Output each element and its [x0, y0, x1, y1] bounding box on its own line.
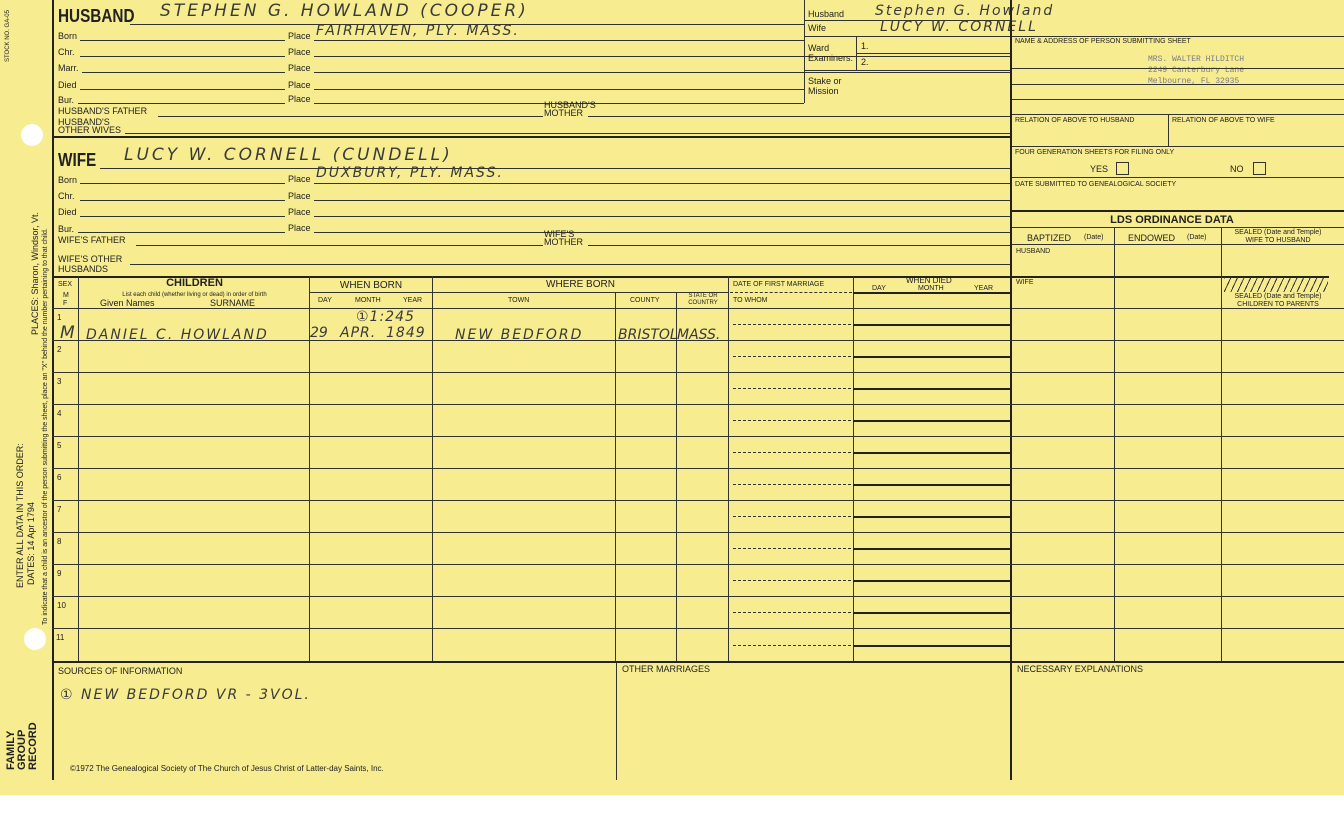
husband-chr-line — [80, 56, 285, 57]
lds-baptized-date: (Date) — [1084, 234, 1104, 241]
header-wife-value: LUCY W. CORNELL — [880, 19, 1038, 35]
lds-col-2 — [1221, 227, 1222, 663]
when-died-header: WHEN DIED — [906, 276, 952, 285]
husband-name: STEPHEN G. HOWLAND (COOPER) — [160, 1, 529, 21]
binder-hole-bottom — [24, 628, 46, 650]
wife-chr-place-label: Place — [288, 191, 311, 201]
header-husband-label: Husband — [808, 9, 845, 19]
died-line-1 — [853, 324, 1010, 326]
husband-died-line — [80, 89, 285, 90]
died-header-line — [853, 292, 1010, 294]
lds-header-bottom — [1012, 244, 1344, 245]
lds-title-bottom — [1012, 227, 1344, 228]
ancestor-instruction: To indicate that a child is an ancestor of the person submitting the sheet, place an "X" behind the number pertaining to that child. — [42, 228, 49, 625]
wife-bur-label: Bur. — [58, 224, 75, 234]
died-tick-1 — [853, 309, 854, 325]
sources-value: ① NEW BEDFORD VR - 3VOL. — [60, 687, 311, 703]
order-instruction: ENTER ALL DATA IN THIS ORDER: — [15, 443, 25, 588]
submitter-stamp-line3: Melbourne, FL 32935 — [1148, 77, 1240, 86]
lds-sealed-children: SEALED (Date and Temple) CHILDREN TO PARENTS — [1234, 293, 1322, 308]
born-day-header: DAY — [318, 297, 332, 304]
lds-wife-row: WIFE — [1016, 279, 1034, 286]
wife-born-place: DUXBURY, PLY. MASS. — [316, 165, 504, 181]
lds-title: LDS ORDINANCE DATA — [1110, 214, 1234, 226]
husband-marr-label: Marr. — [58, 63, 79, 73]
row-line-2 — [52, 372, 1344, 373]
child-1-state: MASS. — [677, 327, 721, 343]
children-header: CHILDREN — [166, 277, 223, 289]
child-1-day: 29 — [310, 325, 328, 341]
row-number: 2 — [57, 345, 62, 354]
wife-mother-label: WIFE'S MOTHER — [544, 229, 583, 247]
husband-born-label: Born — [58, 31, 78, 41]
marriage-dash-1 — [733, 324, 851, 325]
header-right-divider — [804, 0, 805, 103]
died-day-header: DAY — [872, 285, 886, 292]
children-list-note: List each child (whether living or dead) in order of birth — [122, 292, 267, 298]
row-line-4 — [52, 436, 1344, 437]
relation-husband-label: RELATION OF ABOVE TO HUSBAND — [1015, 117, 1135, 124]
child-1-year: 1849 — [386, 325, 426, 341]
wife-died-line — [80, 216, 285, 217]
relation-divider — [1168, 114, 1169, 147]
form-title: FAMILY GROUP RECORD — [5, 722, 39, 770]
died-year-header: YEAR — [974, 285, 994, 292]
row-line-8 — [52, 564, 1344, 565]
died-line-8 — [853, 548, 1010, 550]
marriage-dash-8 — [733, 548, 851, 549]
row-line-7 — [52, 532, 1344, 533]
child-1-county: BRISTOL — [618, 327, 678, 343]
row-number: 10 — [57, 601, 66, 610]
husband-born-place: FAIRHAVEN, PLY. MASS. — [316, 23, 520, 39]
left-border — [52, 0, 54, 780]
row-number: 4 — [57, 409, 62, 418]
husband-born-line — [80, 40, 285, 41]
submitter-line-3 — [1012, 99, 1344, 100]
header-wife-label: Wife — [808, 23, 826, 33]
state-header: STATE OR COUNTRY — [688, 293, 718, 306]
husband-chr-place-label: Place — [288, 47, 311, 57]
row-number: 11 — [56, 633, 65, 642]
wife-died-place-line — [314, 216, 1010, 217]
row-number: 3 — [57, 377, 62, 386]
header-husband-value: Stephen G. Howland — [875, 3, 1055, 19]
sex-f-header: F — [63, 300, 68, 307]
husband-chr-place-line — [314, 56, 1010, 57]
binder-hole-top — [21, 124, 43, 146]
husband-bur-place-label: Place — [288, 94, 311, 104]
husband-other-wives-line — [125, 133, 1010, 134]
row-line-3 — [52, 404, 1344, 405]
child-1-town: NEW BEDFORD — [455, 327, 584, 343]
born-month-header: MONTH — [355, 297, 381, 304]
relation-bottom — [1012, 146, 1344, 147]
husband-father-line — [158, 116, 543, 117]
died-line-4 — [853, 420, 1010, 422]
places-instruction: PLACES: Sharon, Windsor, Vt. — [30, 211, 40, 335]
marriage-dash-11 — [733, 645, 851, 646]
husband-section-bottom — [52, 136, 1010, 138]
marriage-dash-2 — [733, 356, 851, 357]
submitter-line-2 — [1012, 84, 1344, 85]
wife-heading: WIFE — [58, 150, 97, 170]
four-gen-bottom — [1012, 177, 1344, 178]
first-marriage-header: DATE OF FIRST MARRIAGE — [733, 281, 825, 288]
husband-bur-label: Bur. — [58, 95, 75, 105]
died-line-9 — [853, 580, 1010, 582]
marriage-dash-5 — [733, 452, 851, 453]
wife-other-husbands-line — [130, 264, 1010, 265]
husband-mother-line — [588, 116, 1010, 117]
town-col — [615, 292, 616, 662]
marriage-dash-7 — [733, 516, 851, 517]
wife-chr-place-line — [314, 200, 1010, 201]
given-names-header: Given Names — [100, 298, 155, 308]
submitter-line-1 — [1012, 68, 1344, 69]
header-wife-line — [804, 36, 1344, 37]
to-whom-header: TO WHOM — [733, 297, 768, 304]
dates-instruction: DATES: 14 Apr 1794 — [26, 502, 36, 585]
row-line-10 — [52, 628, 1344, 629]
county-col — [676, 292, 677, 662]
row-line-5 — [52, 468, 1344, 469]
wife-other-husbands-label: WIFE'S OTHER HUSBANDS — [58, 254, 123, 274]
yes-label: YES — [1090, 164, 1109, 174]
lds-hatched-cell — [1224, 277, 1328, 292]
row-number: 1 — [57, 313, 62, 322]
husband-mother-label: HUSBAND'S MOTHER — [544, 100, 596, 118]
born-year-header: YEAR — [403, 297, 423, 304]
stock-number: STOCK NO. GA-05 — [5, 10, 11, 62]
ward-line-1 — [856, 53, 1010, 54]
wife-bur-place-label: Place — [288, 223, 311, 233]
lds-sealed-wife: SEALED (Date and Temple) WIFE TO HUSBAND — [1234, 229, 1322, 244]
submitter-bottom — [1012, 114, 1344, 115]
died-line-3 — [853, 388, 1010, 390]
lds-endowed-date: (Date) — [1187, 234, 1207, 241]
died-line-11 — [853, 645, 1010, 647]
row-number: 8 — [57, 537, 62, 546]
husband-marr-line — [82, 72, 285, 73]
wife-died-label: Died — [58, 207, 77, 217]
town-header: TOWN — [508, 297, 530, 304]
marriage-dash-9 — [733, 580, 851, 581]
lds-children-start — [1012, 308, 1344, 309]
when-born-header: WHEN BORN — [339, 280, 403, 291]
wife-bur-line — [78, 232, 285, 233]
wife-born-place-line — [314, 183, 1010, 184]
lds-husband-row: HUSBAND — [1016, 248, 1051, 255]
state-col — [728, 276, 729, 662]
children-header-bottom — [52, 308, 1010, 309]
other-marriages-label: OTHER MARRIAGES — [622, 664, 711, 674]
sources-label: SOURCES OF INFORMATION — [58, 666, 183, 676]
wife-chr-line — [80, 200, 285, 201]
wife-born-label: Born — [58, 175, 78, 185]
died-line-10 — [853, 612, 1010, 614]
wife-died-place-label: Place — [288, 207, 311, 217]
row-number: 5 — [57, 441, 62, 450]
marriage-dash-3 — [733, 388, 851, 389]
ward-examiner-1: 1. — [861, 41, 869, 51]
row-line-11 — [52, 661, 1344, 663]
husband-other-wives-label: HUSBAND'S OTHER WIVES — [58, 117, 122, 135]
husband-heading: HUSBAND — [58, 6, 135, 26]
child-1-month: APR. — [340, 325, 377, 341]
child-1-note: ①1:245 — [356, 309, 415, 325]
child-1-sex: M — [60, 323, 75, 343]
footer-divider — [616, 662, 617, 780]
where-born-header: WHERE BORN — [546, 279, 615, 290]
child-1-name: DANIEL C. HOWLAND — [86, 327, 269, 343]
no-label: NO — [1230, 164, 1244, 174]
wife-father-label: WIFE'S FATHER — [58, 235, 126, 245]
wife-father-line — [136, 245, 543, 246]
stake-mission-label: Stake or Mission — [808, 76, 842, 96]
marriage-dash-6 — [733, 484, 851, 485]
right-panel-border — [1010, 0, 1012, 780]
when-born-col — [432, 276, 433, 662]
county-header: COUNTY — [630, 297, 660, 304]
husband-chr-label: Chr. — [58, 47, 75, 57]
ward-examiner-2: 2. — [861, 57, 869, 67]
husband-marr-place-label: Place — [288, 63, 311, 73]
husband-father-label: HUSBAND'S FATHER — [58, 106, 148, 116]
when-born-sub-line — [309, 292, 432, 293]
ward-examiners-label: Ward Examiners: — [808, 43, 854, 63]
wife-born-line — [80, 183, 285, 184]
sex-m-header: M — [63, 292, 69, 299]
date-submitted-label: DATE SUBMITTED TO GENEALOGICAL SOCIETY — [1015, 181, 1177, 188]
date-submitted-bottom — [1012, 210, 1344, 212]
wife-chr-label: Chr. — [58, 191, 75, 201]
husband-died-place-line — [314, 89, 804, 90]
row-number: 6 — [57, 473, 62, 482]
submitter-stamp-line1: MRS. WALTER HILDITCH — [1148, 55, 1245, 64]
died-line-6 — [853, 484, 1010, 486]
lds-baptized: BAPTIZED — [1027, 233, 1072, 243]
lds-col-1 — [1114, 227, 1115, 663]
relation-wife-label: RELATION OF ABOVE TO WIFE — [1172, 117, 1275, 124]
sex-col — [78, 276, 79, 662]
submitter-stamp-line2: 2249 Canterbury Lane — [1148, 66, 1245, 75]
no-checkbox[interactable] — [1253, 162, 1266, 175]
died-month-header: MONTH — [918, 285, 944, 292]
submitter-label: NAME & ADDRESS OF PERSON SUBMITTING SHEET — [1015, 38, 1191, 45]
wife-name: LUCY W. CORNELL (CUNDELL) — [124, 145, 453, 165]
wife-mother-line — [588, 245, 1010, 246]
husband-died-place-label: Place — [288, 80, 311, 90]
row-number: 9 — [57, 569, 62, 578]
first-marriage-dash — [730, 292, 852, 293]
lds-endowed: ENDOWED — [1128, 233, 1175, 243]
husband-marr-place-line — [314, 72, 1010, 73]
died-line-5 — [853, 452, 1010, 454]
wife-bur-place-line — [314, 232, 1010, 233]
row-line-9 — [52, 596, 1344, 597]
yes-checkbox[interactable] — [1116, 162, 1129, 175]
wife-born-place-label: Place — [288, 174, 311, 184]
wife-name-line — [100, 168, 1010, 169]
row-number: 7 — [57, 505, 62, 514]
husband-born-place-label: Place — [288, 31, 311, 41]
sex-header: SEX — [58, 281, 73, 288]
four-gen-label: FOUR GENERATION SHEETS FOR FILING ONLY — [1015, 149, 1175, 156]
husband-died-label: Died — [58, 80, 77, 90]
marriage-dash-4 — [733, 420, 851, 421]
died-line-2 — [853, 356, 1010, 358]
marriage-dash-10 — [733, 612, 851, 613]
died-col — [853, 276, 854, 662]
row-line-6 — [52, 500, 1344, 501]
copyright: ©1972 The Genealogical Society of The Church of Jesus Christ of Latter-day Saints, Inc. — [70, 764, 384, 773]
surname-header: SURNAME — [210, 298, 256, 308]
husband-born-place-line — [314, 40, 804, 41]
husband-bur-line — [78, 103, 285, 104]
died-line-7 — [853, 516, 1010, 518]
explanations-label: NECESSARY EXPLANATIONS — [1017, 664, 1144, 674]
ward-bottom — [804, 70, 1010, 71]
